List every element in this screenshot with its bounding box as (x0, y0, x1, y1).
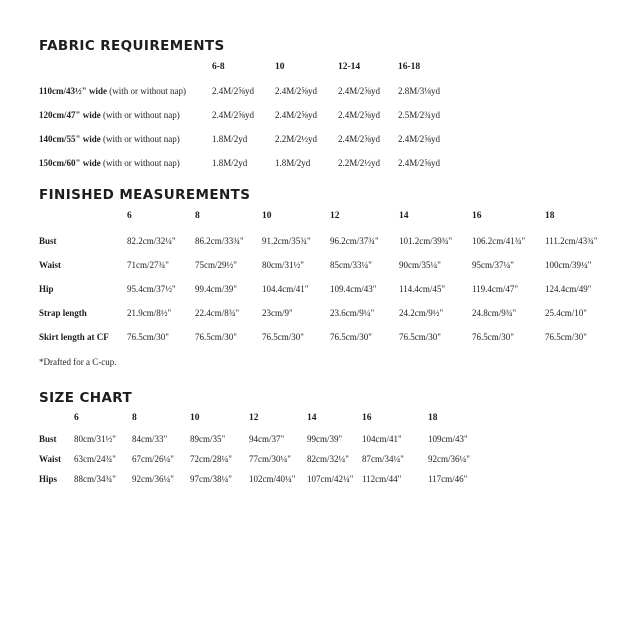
finished-cell: 76.5cm/30" (195, 332, 237, 342)
fabric-cell: 2.4M/2⅝yd (398, 158, 441, 168)
finished-cell: 95cm/37¼" (472, 260, 514, 270)
finished-cell: 124.4cm/49" (545, 284, 592, 294)
fabric-requirements-title: FABRIC REQUIREMENTS (39, 38, 225, 54)
size-chart-cell: 102cm/40¼" (249, 474, 296, 484)
finished-cell: 22.4cm/8¾" (195, 308, 240, 318)
size-chart-cell: 63cm/24¾" (74, 454, 116, 464)
size-chart-cell: 97cm/38¼" (190, 474, 232, 484)
fabric-row-label (39, 158, 180, 168)
finished-cell: 71cm/27¾" (127, 260, 169, 270)
finished-cell: 104.4cm/41" (262, 284, 309, 294)
finished-cell: 21.9cm/8½" (127, 308, 172, 318)
finished-cell: 23.6cm/9¼" (330, 308, 375, 318)
finished-cell: 101.2cm/39¾" (399, 236, 453, 246)
finished-cell: 100cm/39¼" (545, 260, 592, 270)
finished-header-size: 14 (399, 211, 409, 221)
fabric-cell: 1.8M/2yd (212, 134, 248, 144)
finished-row-label: Skirt length at CF (39, 332, 109, 342)
finished-header-size: 12 (330, 211, 340, 221)
size-chart-header-size: 10 (190, 413, 200, 423)
fabric-row-label (39, 134, 180, 144)
size-chart-cell: 89cm/35" (190, 434, 226, 444)
size-chart-cell: 87cm/34¼" (362, 454, 404, 464)
finished-row-label: Waist (39, 260, 62, 270)
fabric-nap-note: (with or without nap) (103, 110, 180, 120)
fabric-width: 110cm/43½" wide (39, 86, 107, 96)
finished-cell: 80cm/31½" (262, 260, 304, 270)
finished-cell: 86.2cm/33¾" (195, 236, 244, 246)
fabric-cell: 2.4M/2⅝yd (212, 110, 255, 120)
fabric-width: 140cm/55" wide (39, 134, 101, 144)
finished-cell: 114.4cm/45" (399, 284, 446, 294)
size-chart-cell: 112cm/44" (362, 474, 402, 484)
finished-header-size: 18 (545, 211, 555, 221)
finished-header-size: 6 (127, 211, 132, 221)
size-chart-cell: 84cm/33" (132, 434, 168, 444)
size-chart-title: SIZE CHART (39, 390, 133, 406)
size-chart-header-size: 14 (307, 413, 317, 423)
size-chart-cell: 77cm/30¼" (249, 454, 291, 464)
fabric-cell: 2.4M/2⅝yd (275, 86, 318, 96)
finished-cell: 76.5cm/30" (545, 332, 587, 342)
finished-cell: 24.2cm/9½" (399, 308, 444, 318)
size-chart-cell: 82cm/32¼" (307, 454, 349, 464)
size-chart-cell: 109cm/43" (428, 434, 468, 444)
finished-row-label: Bust (39, 236, 57, 246)
finished-cell: 96.2cm/37¾" (330, 236, 379, 246)
fabric-cell: 2.4M/2⅝yd (212, 86, 255, 96)
size-chart-header-size: 12 (249, 413, 259, 423)
fabric-cell: 2.4M/2⅝yd (338, 134, 381, 144)
fabric-width: 150cm/60" wide (39, 158, 101, 168)
fabric-header-size: 12-14 (338, 62, 361, 72)
fabric-header-size: 6-8 (212, 62, 225, 72)
finished-cell: 76.5cm/30" (127, 332, 169, 342)
fabric-cell: 2.4M/2⅝yd (398, 134, 441, 144)
finished-cell: 24.8cm/9¾" (472, 308, 517, 318)
fabric-width: 120cm/47" wide (39, 110, 101, 120)
finished-header-size: 16 (472, 211, 482, 221)
finished-cell: 75cm/29½" (195, 260, 237, 270)
finished-cell: 76.5cm/30" (472, 332, 514, 342)
fabric-nap-note: (with or without nap) (109, 86, 186, 96)
finished-cell: 82.2cm/32¼" (127, 236, 176, 246)
fabric-cell: 2.2M/2½yd (338, 158, 381, 168)
finished-cell: 25.4cm/10" (545, 308, 587, 318)
fabric-row-label (39, 110, 180, 120)
fabric-nap-note: (with or without nap) (103, 158, 180, 168)
size-chart-cell: 117cm/46" (428, 474, 468, 484)
size-chart-cell: 107cm/42¼" (307, 474, 354, 484)
fabric-header-size: 10 (275, 62, 285, 72)
finished-cell: 23cm/9" (262, 308, 293, 318)
finished-cell: 85cm/33¼" (330, 260, 372, 270)
footnote: *Drafted for a C-cup. (39, 357, 117, 367)
finished-cell: 76.5cm/30" (399, 332, 441, 342)
size-chart-cell: 88cm/34¾" (74, 474, 116, 484)
finished-header-size: 8 (195, 211, 200, 221)
size-chart-header-size: 18 (428, 413, 438, 423)
finished-header-size: 10 (262, 211, 272, 221)
fabric-cell: 2.4M/2⅝yd (338, 86, 381, 96)
fabric-header-size: 16-18 (398, 62, 421, 72)
size-chart-header-size: 8 (132, 413, 137, 423)
size-chart-header-size: 16 (362, 413, 372, 423)
fabric-cell: 2.2M/2½yd (275, 134, 318, 144)
finished-cell: 76.5cm/30" (262, 332, 304, 342)
size-chart-header-size: 6 (74, 413, 79, 423)
size-chart-cell: 67cm/26¼" (132, 454, 174, 464)
fabric-cell: 2.5M/2¾yd (398, 110, 441, 120)
finished-cell: 99.4cm/39" (195, 284, 237, 294)
size-chart-cell: 94cm/37" (249, 434, 285, 444)
finished-cell: 76.5cm/30" (330, 332, 372, 342)
size-chart-cell: 92cm/36¼" (428, 454, 470, 464)
fabric-cell: 2.4M/2⅝yd (275, 110, 318, 120)
finished-cell: 109.4cm/43" (330, 284, 377, 294)
fabric-row-label (39, 86, 186, 96)
fabric-cell: 2.8M/3⅛yd (398, 86, 441, 96)
fabric-cell: 2.4M/2⅝yd (338, 110, 381, 120)
size-chart-row-label: Hips (39, 474, 58, 484)
size-chart-cell: 104cm/41" (362, 434, 402, 444)
fabric-cell: 1.8M/2yd (275, 158, 311, 168)
size-chart-row-label: Waist (39, 454, 62, 464)
fabric-nap-note: (with or without nap) (103, 134, 180, 144)
finished-row-label: Strap length (39, 308, 87, 318)
finished-cell: 95.4cm/37½" (127, 284, 176, 294)
finished-measurements-title: FINISHED MEASUREMENTS (39, 187, 251, 203)
finished-cell: 111.2cm/43¾" (545, 236, 598, 246)
size-chart-cell: 99cm/39" (307, 434, 343, 444)
size-chart-cell: 80cm/31½" (74, 434, 116, 444)
size-chart-row-label: Bust (39, 434, 57, 444)
finished-cell: 106.2cm/41¾" (472, 236, 526, 246)
size-chart-cell: 92cm/36¼" (132, 474, 174, 484)
finished-row-label: Hip (39, 284, 54, 294)
finished-cell: 90cm/35¼" (399, 260, 441, 270)
fabric-cell: 1.8M/2yd (212, 158, 248, 168)
finished-cell: 91.2cm/35¾" (262, 236, 311, 246)
size-chart-cell: 72cm/28¼" (190, 454, 232, 464)
finished-cell: 119.4cm/47" (472, 284, 519, 294)
